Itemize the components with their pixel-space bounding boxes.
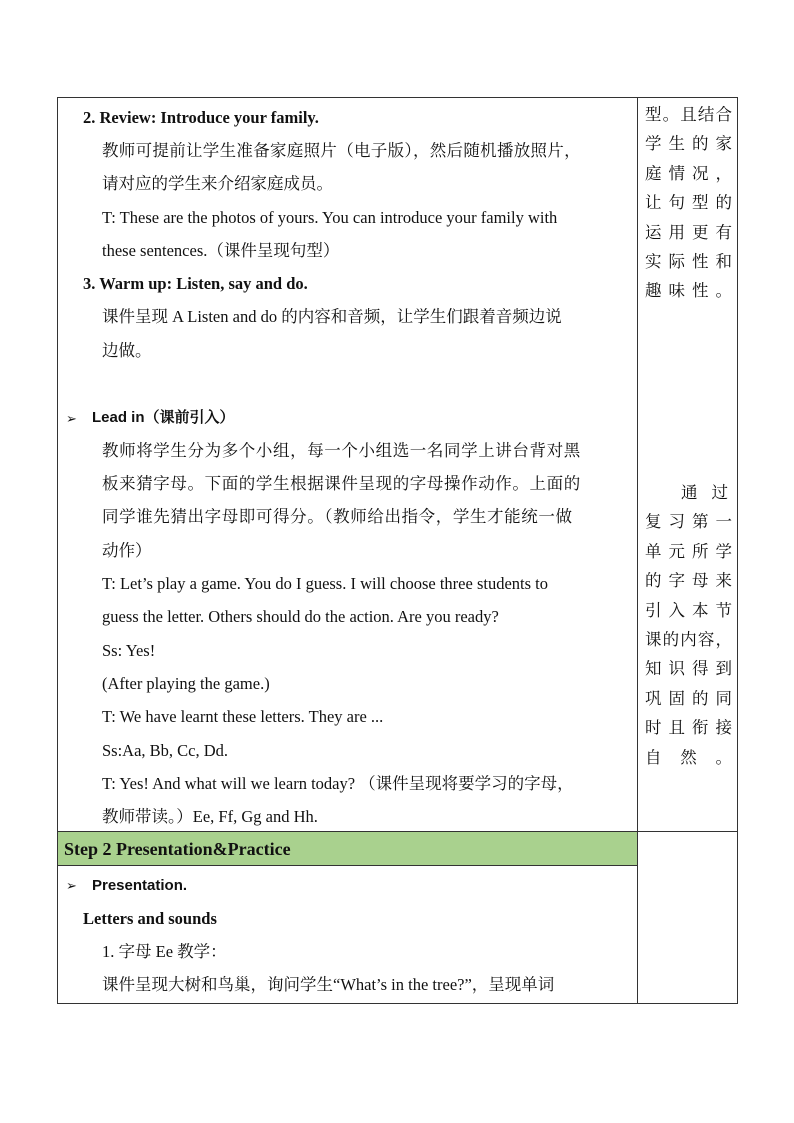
dialog-line1: T: Let’s play a game. You do I guess. I will choose three students to bbox=[102, 574, 548, 593]
side-note-line: 引 入 本 节 bbox=[645, 600, 732, 620]
presentation-bullet-icon: ➢ bbox=[66, 879, 77, 894]
warmup-line2: 边做。 bbox=[102, 341, 152, 360]
leadin-line4: 动作） bbox=[102, 541, 152, 560]
side-note-line: 课 的 内 容 ， bbox=[645, 630, 732, 650]
side-note-line: 通 过 bbox=[681, 483, 728, 502]
review-paragraph-line1: 教师可提前让学生准备家庭照片（电子版），然后随机播放照片， bbox=[102, 141, 581, 160]
review-heading: 2. Review: Introduce your family. bbox=[83, 108, 319, 127]
dialog-line8: 教师带读。）Ee, Ff, Gg and Hh. bbox=[102, 807, 318, 826]
dialog-line7: T: Yes! And what will we learn today? （课件呈现将要学习的字母， bbox=[102, 774, 574, 793]
side-note-line: 庭 情 况 ， bbox=[645, 163, 732, 183]
side-note-line: 单 元 所 学 bbox=[645, 541, 732, 561]
dialog-line6: Ss:Aa, Bb, Cc, Dd. bbox=[102, 741, 229, 760]
side-note-line: 型 。 且 结 合 bbox=[645, 105, 732, 124]
side-note-line: 让 句 型 的 bbox=[645, 193, 732, 213]
review-teacher-line1: T: These are the photos of yours. You can introduce your family with bbox=[102, 208, 558, 227]
dialog-line3: Ss: Yes! bbox=[102, 641, 156, 660]
step-header-divider bbox=[58, 865, 638, 866]
side-note-line: 的 字 母 来 bbox=[645, 571, 732, 591]
side-note-leadin bbox=[645, 478, 732, 772]
side-note-line: 学 生 的 家 bbox=[645, 134, 732, 154]
side-note-line: 时 且 衔 接 bbox=[645, 718, 732, 738]
letter-ee-item: 1. 字母 Ee 教学： bbox=[102, 942, 227, 961]
side-note-line: 复 习 第 一 bbox=[645, 512, 732, 532]
side-note-line: 自 然 。 bbox=[645, 747, 732, 767]
column-divider bbox=[637, 98, 638, 1003]
leadin-line3: 同学谁先猜出字母即可得分。（教师给出指令，学生才能统一做 bbox=[102, 507, 573, 526]
row-divider bbox=[58, 831, 737, 832]
leadin-bullet-icon: ➢ bbox=[66, 412, 77, 427]
leadin-line2: 板来猜字母。下面的学生根据课件呈现的字母操作动作。上面的 bbox=[102, 474, 581, 493]
leadin-heading: Lead in（课前引入） bbox=[92, 409, 235, 426]
warmup-heading: 3. Warm up: Listen, say and do. bbox=[83, 274, 308, 293]
side-note-line: 实 际 性 和 bbox=[645, 252, 732, 272]
presentation-label: Presentation. bbox=[92, 877, 188, 894]
lesson-plan-table bbox=[57, 97, 738, 1004]
dialog-line4: (After playing the game.) bbox=[102, 674, 270, 693]
letter-ee-text: 课件呈现大树和鸟巢，询问学生“What’s in the tree?”，呈现单词 bbox=[102, 975, 555, 994]
side-note-line: 趣 味 性 。 bbox=[645, 281, 732, 301]
dialog-line2: guess the letter. Others should do the action. Are you ready? bbox=[102, 607, 499, 626]
leadin-line1: 教师将学生分为多个小组，每一个小组选一名同学上讲台背对黑 bbox=[102, 441, 581, 460]
step2-title: Step 2 Presentation&Practice bbox=[64, 839, 291, 859]
warmup-line1: 课件呈现 A Listen and do 的内容和音频，让学生们跟着音频边说 bbox=[102, 307, 562, 326]
review-teacher-line2: these sentences.（课件呈现句型） bbox=[102, 241, 340, 260]
side-note-review bbox=[645, 100, 732, 306]
letters-sounds-subheading: Letters and sounds bbox=[83, 909, 217, 928]
side-note-line: 巩 固 的 同 bbox=[645, 688, 732, 708]
side-note-line: 运 用 更 有 bbox=[645, 222, 732, 242]
dialog-line5: T: We have learnt these letters. They are ... bbox=[102, 707, 384, 726]
side-note-line: 知 识 得 到 bbox=[645, 659, 732, 679]
review-paragraph-line2: 请对应的学生来介绍家庭成员。 bbox=[102, 174, 333, 193]
